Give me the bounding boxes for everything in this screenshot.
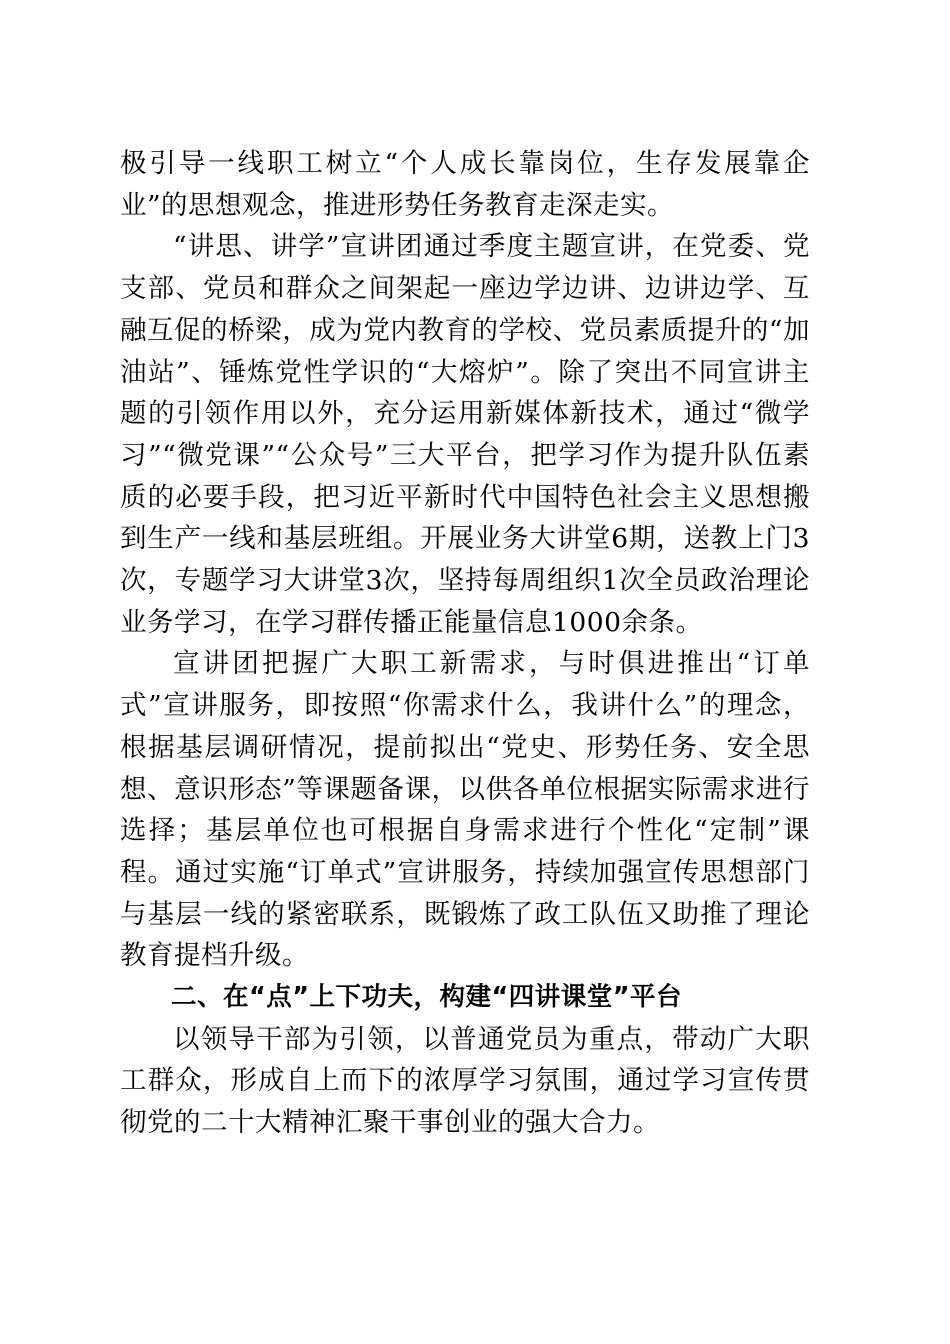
- document-page: [120, 143, 810, 1144]
- paragraph-order-style-service: 宣讲团把握广大职工新需求，与时俱进推出“订单式”宣讲服务，即按照“你需求什么，我讲什么”的理念，根据基层调研情况，提前拟出“党史、形势任务、安全思想、意识形态”等课题备课，以供各单位根据实际需求进行选择；基层单位也可根据自身需求进行个性化“定制”课程。通过实施“订单式”宣讲服务，持续加强宣传思想部门与基层一线的紧密联系，既锻炼了政工队伍又助推了理论教育提档升级。: [120, 648, 810, 972]
- section-heading: 二、在“点”上下功夫，构建“四讲课堂”平台: [171, 982, 683, 1013]
- paragraph-lecture-group-platforms: “讲思、讲学”宣讲团通过季度主题宣讲，在党委、党支部、党员和群众之间架起一座边学边讲、边讲边学、互融互促的桥梁，成为党内教育的学校、党员素质提升的“加油站”、锤炼党性学识的“大熔炉”。除了突出不同宣讲主题的引领作用以外，充分运用新媒体新技术，通过“微学习”“微党课”“公众号”三大平台，把学习作为提升队伍素质的必要手段，把习近平新时代中国特色社会主义思想搬到生产一线和基层班组。开展业务大讲堂6期，送教上门3次，专题学习大讲堂3次，坚持每周组织1次全员政治理论业务学习，在学习群传播正能量信息1000余条。: [120, 231, 810, 638]
- paragraph-leadership-guidance: 以领导干部为引领，以普通党员为重点，带动广大职工群众，形成自上而下的浓厚学习氛围，通过学习宣传贯彻党的二十大精神汇聚干事创业的强大合力。: [120, 1023, 810, 1139]
- paragraph-continuation: 极引导一线职工树立“个人成长靠岗位，生存发展靠企业”的思想观念，推进形势任务教育走深走实。: [120, 148, 810, 221]
